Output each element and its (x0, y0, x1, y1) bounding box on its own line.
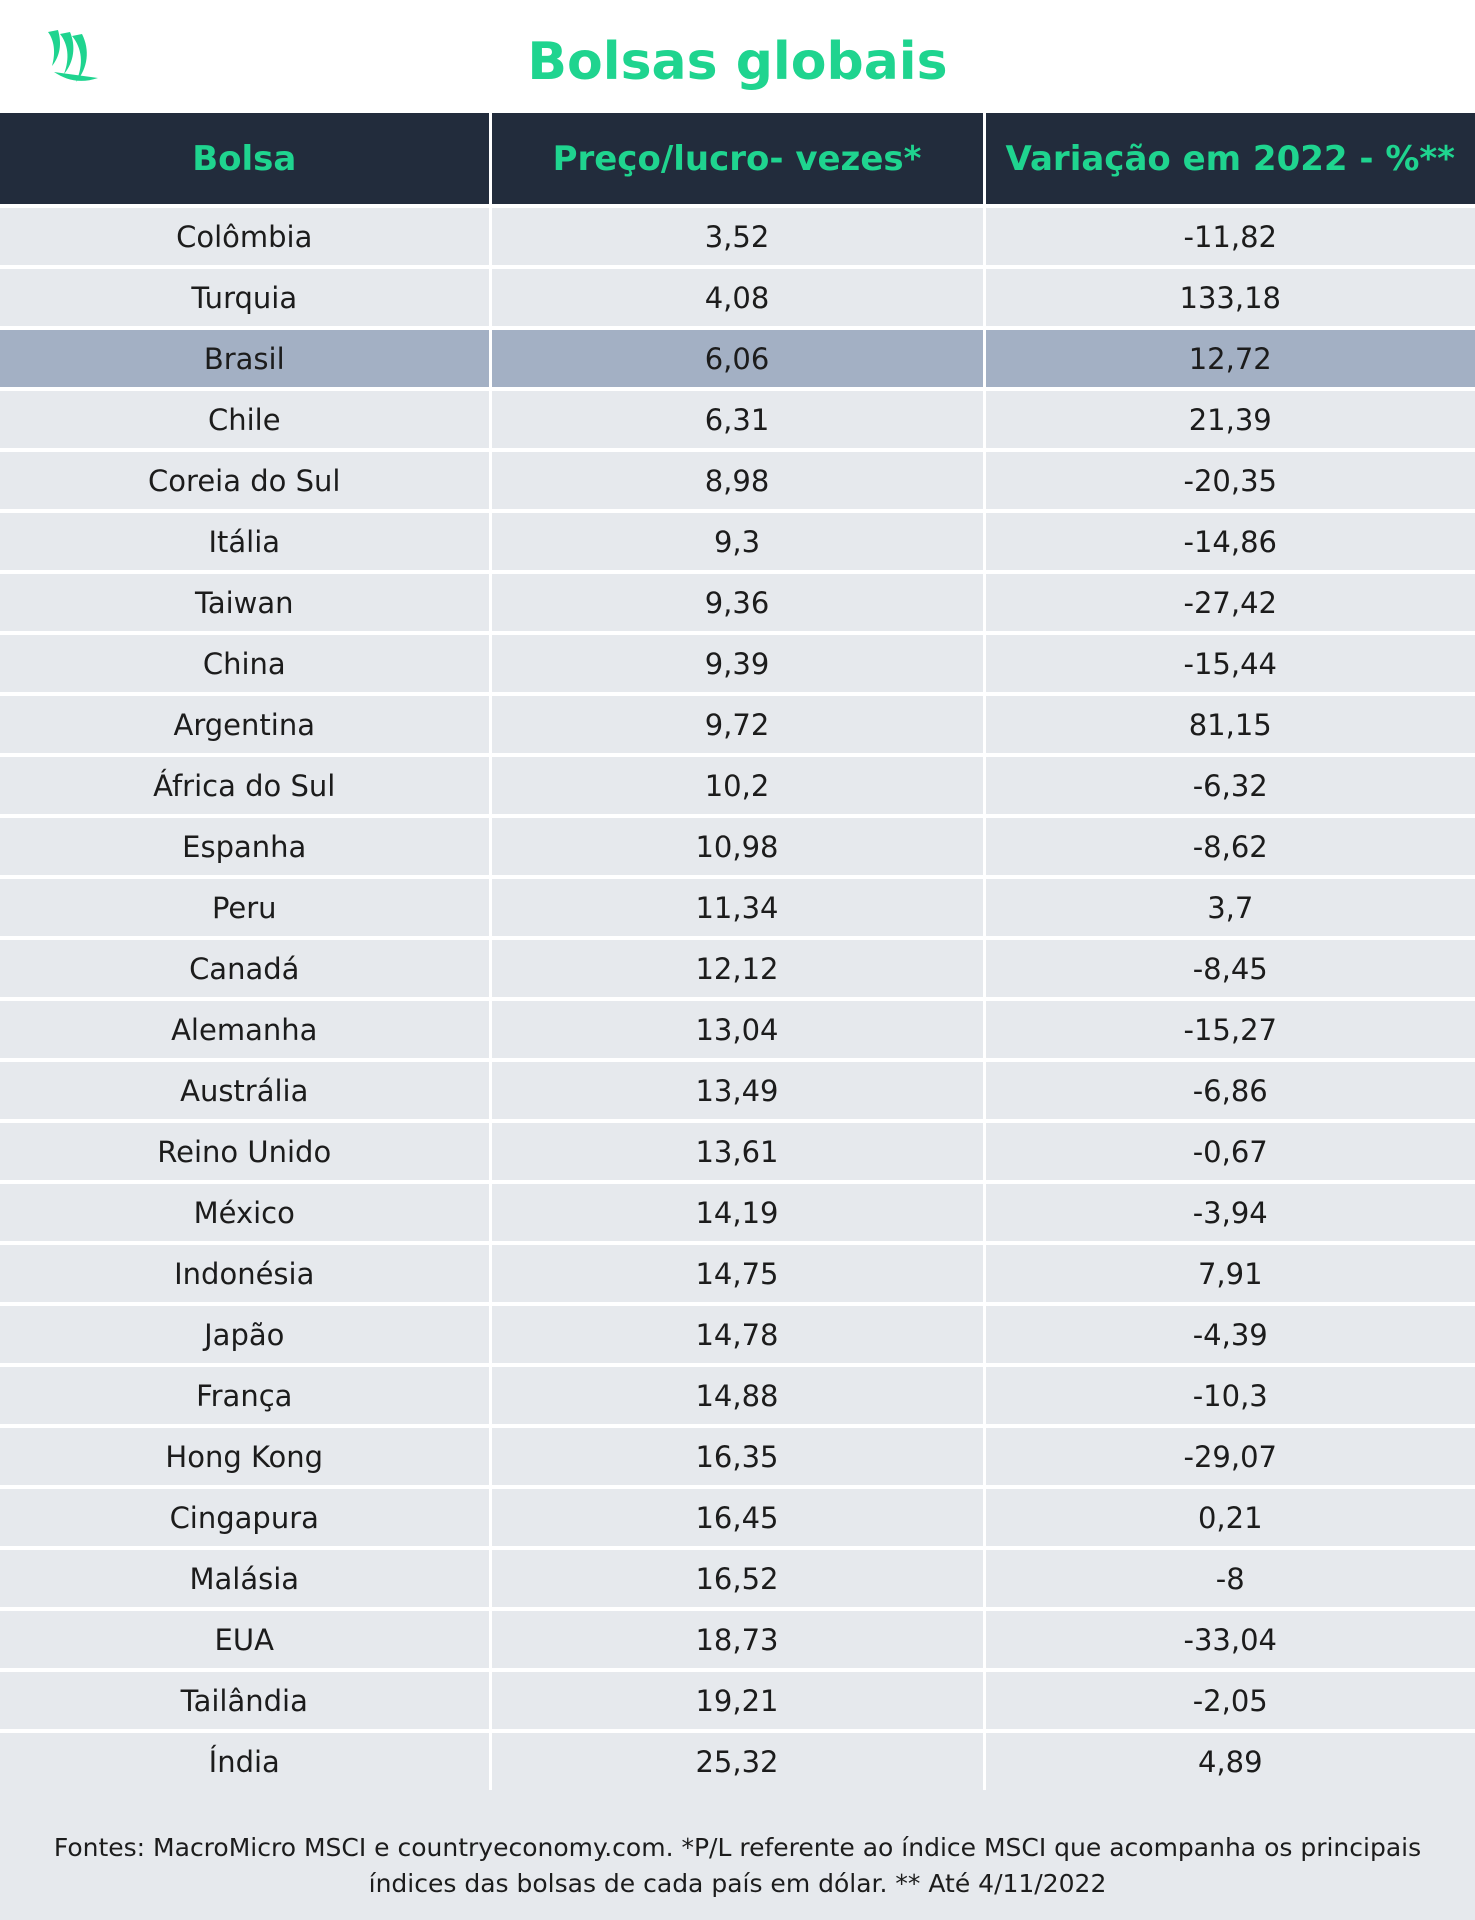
table-row (0, 267, 1475, 328)
cell-variacao: 12,72 (984, 328, 1475, 389)
cell-pl: 14,78 (490, 1304, 984, 1365)
cell-bolsa: Itália (0, 511, 490, 572)
table-row (0, 511, 1475, 572)
cell-variacao: -6,32 (984, 755, 1475, 816)
table-row (0, 389, 1475, 450)
cell-bolsa: Tailândia (0, 1670, 490, 1731)
table-row (0, 1121, 1475, 1182)
cell-pl: 8,98 (490, 450, 984, 511)
cell-pl: 6,06 (490, 328, 984, 389)
cell-variacao: -2,05 (984, 1670, 1475, 1731)
cell-pl: 16,35 (490, 1426, 984, 1487)
table-row (0, 1182, 1475, 1243)
cell-bolsa: Reino Unido (0, 1121, 490, 1182)
cell-pl: 13,04 (490, 999, 984, 1060)
cell-pl: 19,21 (490, 1670, 984, 1731)
table-row (0, 1609, 1475, 1670)
cell-bolsa: Japão (0, 1304, 490, 1365)
column-header-variacao: Variação em 2022 - %** (984, 113, 1475, 206)
table-row (0, 938, 1475, 999)
cell-pl: 9,3 (490, 511, 984, 572)
cell-variacao: -29,07 (984, 1426, 1475, 1487)
footer-note (10, 1830, 1465, 1902)
cell-pl: 18,73 (490, 1609, 984, 1670)
cell-pl: 13,61 (490, 1121, 984, 1182)
footer-line-2: índices das bolsas de cada país em dólar. ** Até 4/11/2022 (368, 1869, 1107, 1898)
table-row (0, 1670, 1475, 1731)
cell-pl: 9,39 (490, 633, 984, 694)
cell-variacao: 0,21 (984, 1487, 1475, 1548)
cell-variacao: -8,45 (984, 938, 1475, 999)
cell-variacao: 81,15 (984, 694, 1475, 755)
cell-variacao: 3,7 (984, 877, 1475, 938)
cell-bolsa: África do Sul (0, 755, 490, 816)
table-row (0, 1487, 1475, 1548)
column-header-bolsa: Bolsa (0, 113, 490, 206)
cell-bolsa: Espanha (0, 816, 490, 877)
table-row (0, 694, 1475, 755)
cell-variacao: 21,39 (984, 389, 1475, 450)
cell-pl: 16,52 (490, 1548, 984, 1609)
cell-bolsa: Argentina (0, 694, 490, 755)
column-header-pl: Preço/lucro- vezes* (490, 113, 984, 206)
cell-variacao: 133,18 (984, 267, 1475, 328)
cell-bolsa: Chile (0, 389, 490, 450)
table-header-row (0, 113, 1475, 206)
cell-variacao: 7,91 (984, 1243, 1475, 1304)
table-row (0, 755, 1475, 816)
cell-variacao: -3,94 (984, 1182, 1475, 1243)
cell-pl: 11,34 (490, 877, 984, 938)
cell-variacao: -6,86 (984, 1060, 1475, 1121)
cell-bolsa: Hong Kong (0, 1426, 490, 1487)
cell-pl: 9,72 (490, 694, 984, 755)
cell-bolsa: Brasil (0, 328, 490, 389)
table-row (0, 1243, 1475, 1304)
footer (0, 1790, 1475, 1920)
header (0, 0, 1475, 113)
cell-bolsa: Alemanha (0, 999, 490, 1060)
cell-pl: 14,19 (490, 1182, 984, 1243)
table-row (0, 1731, 1475, 1790)
cell-bolsa: Turquia (0, 267, 490, 328)
cell-pl: 4,08 (490, 267, 984, 328)
table-row (0, 1365, 1475, 1426)
cell-pl: 14,75 (490, 1243, 984, 1304)
table-row (0, 1304, 1475, 1365)
cell-variacao: 4,89 (984, 1731, 1475, 1790)
cell-variacao: -14,86 (984, 511, 1475, 572)
table-row (0, 816, 1475, 877)
cell-bolsa: EUA (0, 1609, 490, 1670)
table-body (0, 206, 1475, 1790)
cell-bolsa: Austrália (0, 1060, 490, 1121)
cell-pl: 10,98 (490, 816, 984, 877)
cell-pl: 3,52 (490, 206, 984, 267)
cell-bolsa: Peru (0, 877, 490, 938)
cell-pl: 16,45 (490, 1487, 984, 1548)
table-row (0, 206, 1475, 267)
table-row (0, 572, 1475, 633)
table-row (0, 328, 1475, 389)
cell-pl: 10,2 (490, 755, 984, 816)
cell-bolsa: Malásia (0, 1548, 490, 1609)
cell-pl: 12,12 (490, 938, 984, 999)
cell-bolsa: Indonésia (0, 1243, 490, 1304)
stock-table (0, 113, 1475, 1790)
cell-variacao: -27,42 (984, 572, 1475, 633)
cell-pl: 25,32 (490, 1731, 984, 1790)
footer-line-1: Fontes: MacroMicro MSCI e countryeconomy.com. *P/L referente ao índice MSCI que acompanha os principais (53, 1833, 1422, 1862)
cell-bolsa: Colômbia (0, 206, 490, 267)
cell-variacao: -20,35 (984, 450, 1475, 511)
cell-bolsa: Canadá (0, 938, 490, 999)
cell-variacao: -0,67 (984, 1121, 1475, 1182)
cell-pl: 13,49 (490, 1060, 984, 1121)
cell-bolsa: França (0, 1365, 490, 1426)
table-row (0, 999, 1475, 1060)
cell-variacao: -33,04 (984, 1609, 1475, 1670)
cell-pl: 14,88 (490, 1365, 984, 1426)
cell-bolsa: Coreia do Sul (0, 450, 490, 511)
table-row (0, 450, 1475, 511)
cell-bolsa: Cingapura (0, 1487, 490, 1548)
cell-variacao: -8,62 (984, 816, 1475, 877)
cell-pl: 9,36 (490, 572, 984, 633)
table-row (0, 633, 1475, 694)
cell-pl: 6,31 (490, 389, 984, 450)
table-row (0, 1060, 1475, 1121)
table-row (0, 1548, 1475, 1609)
cell-variacao: -15,27 (984, 999, 1475, 1060)
cell-bolsa: Índia (0, 1731, 490, 1790)
table-row (0, 877, 1475, 938)
cell-bolsa: México (0, 1182, 490, 1243)
cell-variacao: -4,39 (984, 1304, 1475, 1365)
cell-bolsa: China (0, 633, 490, 694)
cell-variacao: -11,82 (984, 206, 1475, 267)
cell-variacao: -10,3 (984, 1365, 1475, 1426)
page-title: Bolsas globais (527, 32, 948, 92)
cell-variacao: -15,44 (984, 633, 1475, 694)
table-row (0, 1426, 1475, 1487)
cell-bolsa: Taiwan (0, 572, 490, 633)
cell-variacao: -8 (984, 1548, 1475, 1609)
